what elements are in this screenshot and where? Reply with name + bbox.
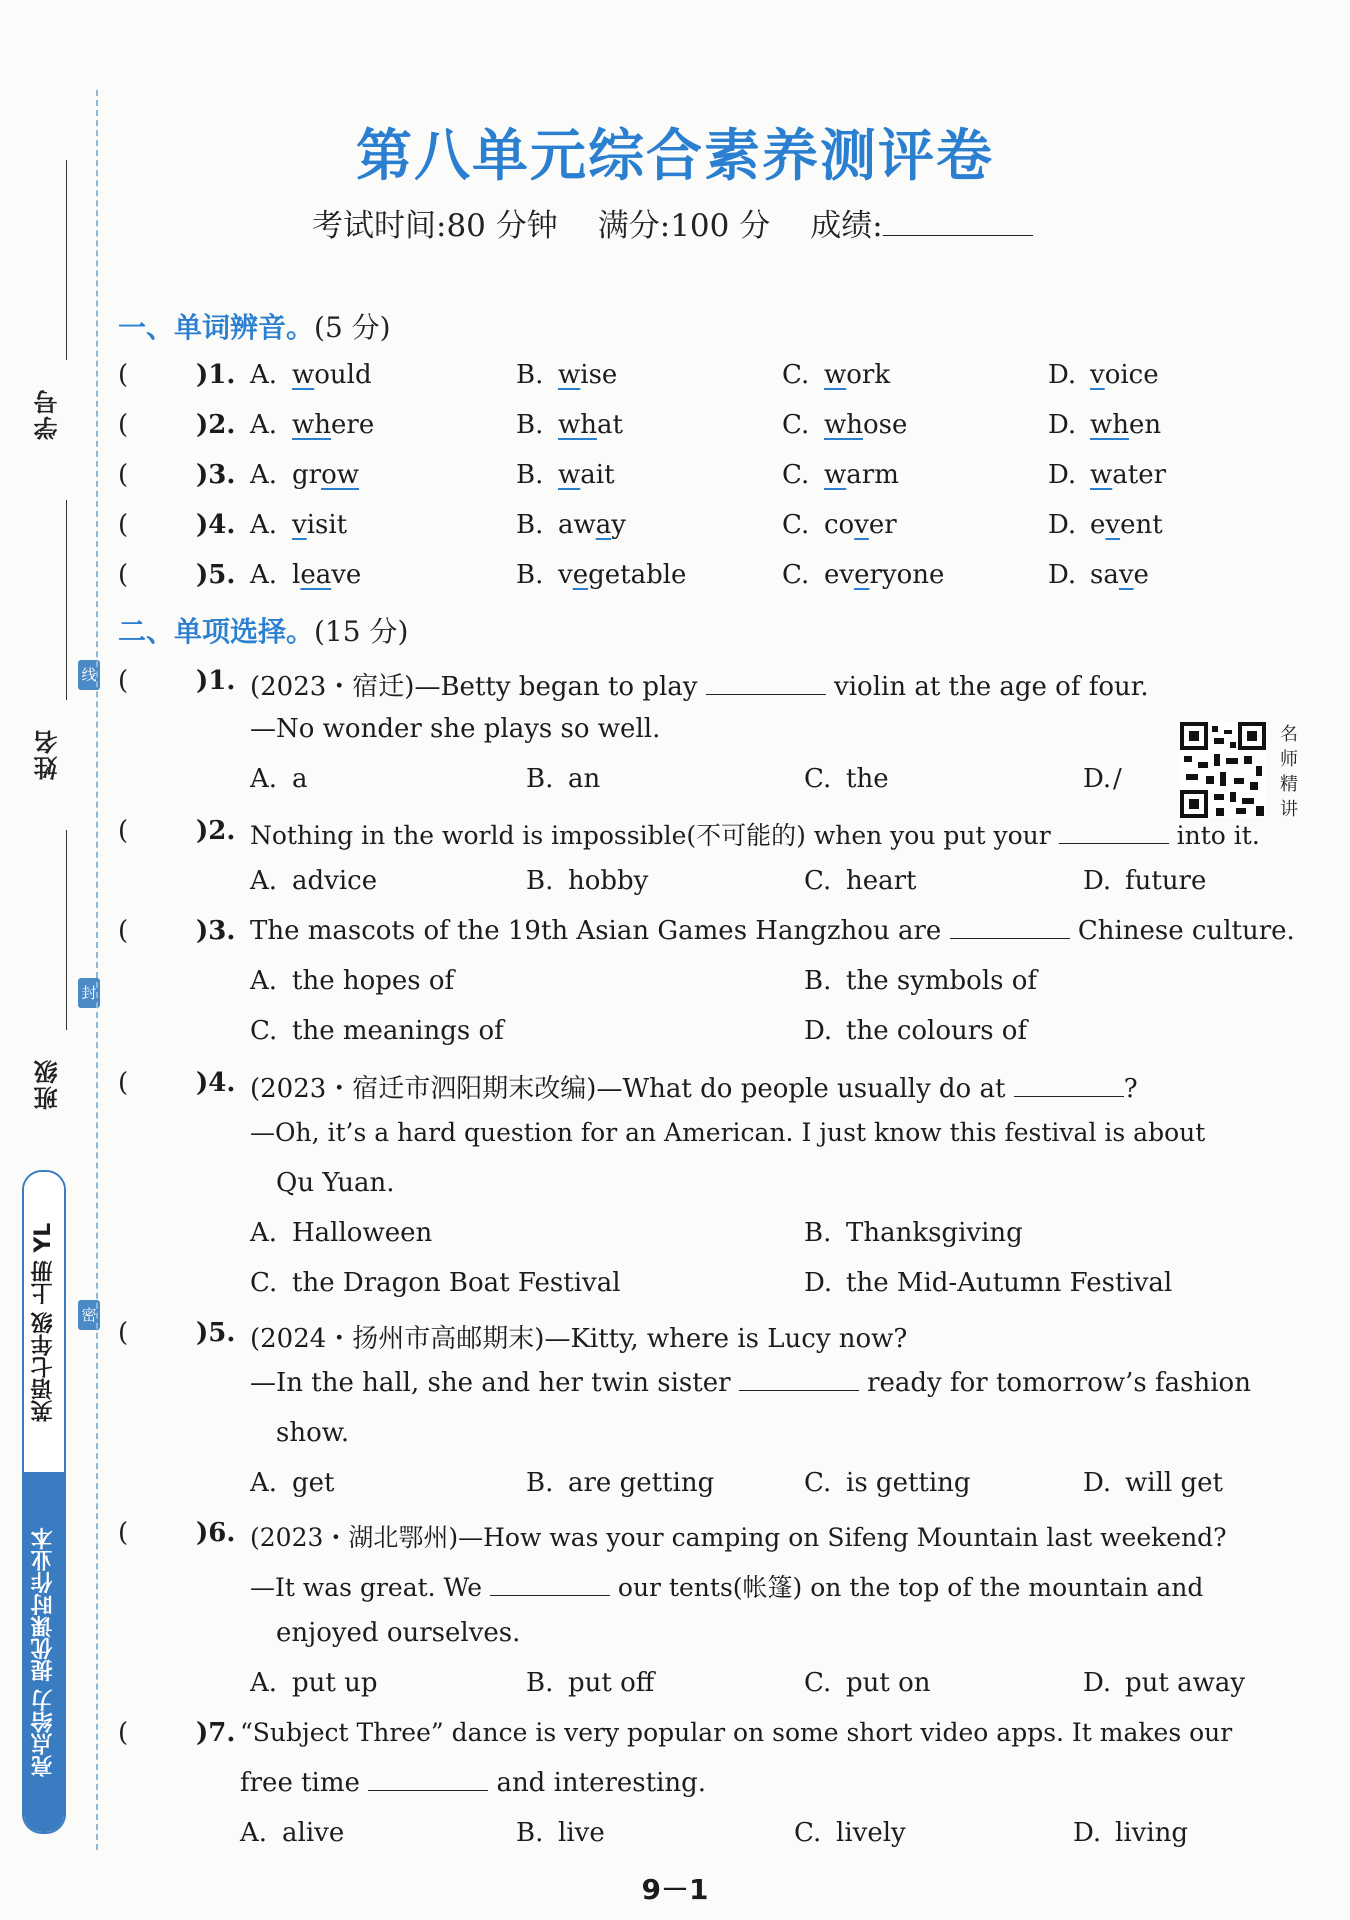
option-d[interactable] xyxy=(1048,360,1159,390)
option-letter: C. xyxy=(250,1268,278,1298)
question-line: —No wonder she plays so well. xyxy=(250,714,661,744)
qr-label: 名师精讲 xyxy=(1280,724,1298,820)
option-letter: C. xyxy=(804,764,832,794)
option-word: voice xyxy=(1090,360,1159,390)
option-letter: D. xyxy=(1083,1468,1112,1498)
underlined-letters: a xyxy=(595,510,612,540)
answer-blank[interactable] xyxy=(1059,823,1169,844)
option-d[interactable] xyxy=(1048,510,1163,540)
line-part-b: and interesting. xyxy=(496,1768,707,1798)
option-letter: D. xyxy=(1083,1668,1112,1698)
option-d[interactable] xyxy=(1073,1818,1188,1848)
question-number: )5. xyxy=(196,560,236,590)
option-word: wait xyxy=(558,460,615,490)
option-text: get xyxy=(292,1468,335,1498)
option-text: put on xyxy=(846,1668,931,1698)
option-letter: B. xyxy=(516,360,544,390)
option-c[interactable] xyxy=(250,1016,504,1046)
option-word: would xyxy=(292,360,372,390)
seal-close-mark: 密 xyxy=(78,1300,100,1330)
option-letter: C. xyxy=(804,1468,832,1498)
answer-blank[interactable] xyxy=(368,1770,488,1791)
answer-blank[interactable] xyxy=(950,918,1070,939)
option-a[interactable] xyxy=(250,966,454,996)
option-b[interactable] xyxy=(516,360,617,390)
line-part-a: —It was great. We xyxy=(250,1573,482,1602)
question-line: —Oh, it’s a hard question for an American. I just know this festival is about xyxy=(250,1118,1206,1147)
underlined-letters: e xyxy=(854,560,870,590)
option-b[interactable] xyxy=(516,510,626,540)
option-word: whose xyxy=(824,410,908,440)
option-c[interactable] xyxy=(782,410,907,440)
option-letter: D. xyxy=(1048,510,1077,540)
option-text: the Mid-Autumn Festival xyxy=(846,1268,1173,1298)
question-number: )4. xyxy=(196,510,236,540)
option-letter: C. xyxy=(794,1818,822,1848)
option-letter: A. xyxy=(250,460,278,490)
option-word: where xyxy=(292,410,375,440)
option-letter: A. xyxy=(250,360,278,390)
option-a[interactable] xyxy=(250,560,361,590)
option-b[interactable] xyxy=(516,1818,605,1848)
underlined-letters: w xyxy=(1090,460,1113,490)
option-letter: C. xyxy=(782,410,810,440)
option-letter: D. xyxy=(1048,460,1077,490)
underlined-letters: wh xyxy=(1090,410,1129,440)
class-line xyxy=(66,830,67,1030)
option-text: the Dragon Boat Festival xyxy=(292,1268,621,1298)
option-b[interactable] xyxy=(516,460,615,490)
option-letter: B. xyxy=(516,460,544,490)
option-letter: C. xyxy=(782,360,810,390)
option-text: hobby xyxy=(568,866,649,896)
option-d[interactable] xyxy=(1048,560,1149,590)
option-letter: B. xyxy=(526,1468,554,1498)
option-letter: D. xyxy=(1083,764,1112,794)
class-label: 班级 xyxy=(34,1058,62,1110)
score-field xyxy=(810,200,1032,245)
question-line: show. xyxy=(276,1418,350,1448)
answer-blank[interactable] xyxy=(739,1370,859,1391)
binding-margin xyxy=(0,0,98,1920)
option-a[interactable] xyxy=(250,1468,334,1498)
underlined-letters: w xyxy=(824,460,847,490)
option-c[interactable] xyxy=(782,360,890,390)
line-part-a: —In the hall, she and her twin sister xyxy=(250,1368,731,1398)
section-1-title xyxy=(118,306,391,346)
question-number: )2. xyxy=(196,816,236,846)
question-number: )3. xyxy=(196,460,236,490)
option-c[interactable] xyxy=(782,510,897,540)
option-letter: A. xyxy=(250,560,278,590)
option-letter: A. xyxy=(250,764,278,794)
answer-paren[interactable]: ( xyxy=(118,460,129,490)
option-letter: C. xyxy=(804,866,832,896)
option-word: event xyxy=(1090,510,1163,540)
option-letter: B. xyxy=(526,866,554,896)
answer-paren[interactable]: ( xyxy=(118,1718,129,1748)
option-d[interactable] xyxy=(804,1016,1027,1046)
option-word: visit xyxy=(292,510,348,540)
underlined-letters: e xyxy=(572,560,589,590)
full-score: 满分:100 分 xyxy=(597,208,771,244)
question-number: )4. xyxy=(196,1068,236,1098)
option-word: wise xyxy=(558,360,618,390)
option-word: grow xyxy=(292,460,359,490)
option-b[interactable] xyxy=(516,410,623,440)
underlined-letters: v xyxy=(1090,360,1105,390)
option-d[interactable] xyxy=(1083,866,1206,896)
student-no-label: 学号 xyxy=(34,388,62,440)
underlined-letters: v xyxy=(1105,510,1121,540)
answer-paren[interactable]: ( xyxy=(118,510,129,540)
stem-part-a: (2023・宿迁)—Betty began to play xyxy=(250,672,698,702)
underlined-letters: wh xyxy=(558,410,597,440)
option-text: / xyxy=(1113,764,1122,794)
answer-paren[interactable]: ( xyxy=(118,560,129,590)
answer-paren[interactable]: ( xyxy=(118,360,129,390)
option-letter: B. xyxy=(804,966,832,996)
page-number: 9－1 xyxy=(641,1873,709,1906)
option-b[interactable] xyxy=(526,1468,714,1498)
option-d[interactable] xyxy=(1083,764,1122,794)
option-text: Thanksgiving xyxy=(846,1218,1023,1248)
option-b[interactable] xyxy=(804,1218,1023,1248)
option-letter: A. xyxy=(250,1468,278,1498)
option-letter: A. xyxy=(240,1818,268,1848)
option-c[interactable] xyxy=(794,1818,906,1848)
option-text: living xyxy=(1115,1818,1189,1848)
option-text: the xyxy=(846,764,889,794)
line-part-b: our tents(帐篷) on the top of the mountain and xyxy=(617,1573,1204,1602)
option-letter: A. xyxy=(250,1668,278,1698)
option-word: everyone xyxy=(824,560,945,590)
option-text: put up xyxy=(292,1668,378,1698)
answer-blank[interactable] xyxy=(706,674,826,695)
option-letter: D. xyxy=(1048,560,1077,590)
underlined-letters: w xyxy=(558,360,581,390)
option-letter: A. xyxy=(250,510,278,540)
option-word: what xyxy=(558,410,623,440)
option-b[interactable] xyxy=(526,1668,654,1698)
question-number: )1. xyxy=(196,666,236,696)
underlined-letters: w xyxy=(292,360,315,390)
question-stem xyxy=(250,816,1260,852)
option-a[interactable] xyxy=(250,460,359,490)
underlined-letters: v xyxy=(854,510,869,540)
question-stem: (2024・扬州市高邮期末)—Kitty, where is Lucy now? xyxy=(250,1324,908,1354)
option-letter: C. xyxy=(782,560,810,590)
seal-seal-mark: 封 xyxy=(78,978,100,1008)
option-text: will get xyxy=(1125,1468,1223,1498)
option-word: warm xyxy=(824,460,899,490)
option-text: an xyxy=(568,764,601,794)
option-letter: C. xyxy=(782,510,810,540)
option-letter: A. xyxy=(250,966,278,996)
underlined-letters: v xyxy=(292,510,307,540)
seal-line-mark: 线 xyxy=(78,660,100,690)
question-line xyxy=(250,1368,1251,1398)
option-letter: C. xyxy=(250,1016,278,1046)
option-word: work xyxy=(824,360,891,390)
option-c[interactable] xyxy=(782,460,899,490)
option-text: alive xyxy=(282,1818,345,1848)
underlined-letters: w xyxy=(558,460,581,490)
option-a[interactable] xyxy=(250,866,377,896)
page-title: 第八单元综合素养测评卷 xyxy=(356,124,994,189)
option-word: when xyxy=(1090,410,1162,440)
cut-line xyxy=(96,90,98,1850)
option-letter: D. xyxy=(1073,1818,1102,1848)
question-stem xyxy=(250,1068,1138,1105)
answer-paren[interactable]: ( xyxy=(118,816,129,846)
stem-part-b: Chinese culture. xyxy=(1077,916,1295,946)
option-text: the meanings of xyxy=(292,1016,504,1046)
answer-blank[interactable] xyxy=(1014,1076,1124,1097)
question-line: enjoyed ourselves. xyxy=(276,1618,521,1648)
option-text: is getting xyxy=(846,1468,971,1498)
line-part-b: ready for tomorrow’s fashion xyxy=(867,1368,1251,1398)
option-letter: D. xyxy=(1048,410,1077,440)
option-letter: C. xyxy=(782,460,810,490)
option-letter: D. xyxy=(804,1268,833,1298)
option-letter: B. xyxy=(526,1668,554,1698)
book-grade: 英语七年级 上册 YL xyxy=(24,1172,64,1472)
option-letter: A. xyxy=(250,866,278,896)
option-letter: D. xyxy=(1048,360,1077,390)
answer-paren[interactable]: ( xyxy=(118,1518,129,1548)
name-label: 姓名 xyxy=(34,728,62,780)
name-line xyxy=(66,500,67,700)
answer-paren[interactable]: ( xyxy=(118,666,129,696)
option-word: water xyxy=(1090,460,1167,490)
option-word: leave xyxy=(292,560,362,590)
book-series: 亮点给力 提优课时作业本 xyxy=(24,1472,64,1832)
score-blank[interactable] xyxy=(883,209,1033,236)
option-b[interactable] xyxy=(804,966,1037,996)
question-number: )3. xyxy=(196,916,236,946)
option-letter: B. xyxy=(516,1818,544,1848)
stem-part-b: into it. xyxy=(1176,821,1260,850)
option-a[interactable] xyxy=(240,1818,344,1848)
option-letter: A. xyxy=(250,1218,278,1248)
option-b[interactable] xyxy=(516,560,686,590)
option-c[interactable] xyxy=(804,866,917,896)
score-label: 成绩: xyxy=(810,208,883,244)
section-2-title xyxy=(118,610,408,650)
option-text: future xyxy=(1125,866,1207,896)
question-stem: “Subject Three” dance is very popular on some short video apps. It makes our xyxy=(240,1718,1233,1747)
option-b[interactable] xyxy=(526,764,600,794)
stem-part-b: violin at the age of four. xyxy=(834,672,1149,702)
option-b[interactable] xyxy=(526,866,648,896)
underlined-letters: ow xyxy=(321,460,359,490)
option-text: the colours of xyxy=(846,1016,1028,1046)
line-part-a: free time xyxy=(240,1768,360,1798)
option-c[interactable] xyxy=(804,764,889,794)
question-line: Qu Yuan. xyxy=(276,1168,395,1198)
question-number: )2. xyxy=(196,410,236,440)
question-stem: (2023・湖北鄂州)—How was your camping on Sifeng Mountain last weekend? xyxy=(250,1523,1227,1552)
section-1-points: (5 分) xyxy=(314,311,391,344)
option-d[interactable] xyxy=(1083,1668,1245,1698)
option-text: are getting xyxy=(568,1468,715,1498)
answer-paren[interactable]: ( xyxy=(118,916,129,946)
option-a[interactable] xyxy=(250,1218,432,1248)
option-word: vegetable xyxy=(558,560,687,590)
option-word: save xyxy=(1090,560,1149,590)
option-c[interactable] xyxy=(804,1468,971,1498)
section-1-heading: 一、单词辨音。 xyxy=(118,311,315,344)
option-word: cover xyxy=(824,510,897,540)
option-text: the hopes of xyxy=(292,966,455,996)
underlined-letters: w xyxy=(824,360,847,390)
option-text: Halloween xyxy=(292,1218,433,1248)
stem-part-a: The mascots of the 19th Asian Games Hangzhou are xyxy=(250,916,942,946)
option-letter: B. xyxy=(516,510,544,540)
option-a[interactable] xyxy=(250,410,374,440)
option-letter: D. xyxy=(1083,866,1112,896)
option-text: a xyxy=(292,764,308,794)
option-text: advice xyxy=(292,866,378,896)
book-series-tag xyxy=(22,1170,66,1834)
option-letter: D. xyxy=(804,1016,833,1046)
question-stem xyxy=(250,666,1149,703)
underlined-letters: v xyxy=(1118,560,1134,590)
section-2-points: (15 分) xyxy=(314,615,409,648)
option-letter: C. xyxy=(804,1668,832,1698)
exam-meta xyxy=(312,200,1033,245)
option-text: put off xyxy=(568,1668,655,1698)
option-text: live xyxy=(558,1818,605,1848)
question-number: )5. xyxy=(196,1318,236,1348)
question-line xyxy=(250,1568,1203,1604)
option-word: away xyxy=(558,510,626,540)
option-d[interactable] xyxy=(1048,460,1166,490)
section-2-heading: 二、单项选择。 xyxy=(118,615,315,648)
option-a[interactable] xyxy=(250,764,308,794)
option-a[interactable] xyxy=(250,360,372,390)
option-d[interactable] xyxy=(1083,1468,1223,1498)
stem-part-a: Nothing in the world is impossible(不可能的) when you put your xyxy=(250,821,1051,850)
option-a[interactable] xyxy=(250,510,347,540)
option-text: the symbols of xyxy=(846,966,1038,996)
stem-part-b: ? xyxy=(1123,1074,1138,1104)
option-d[interactable] xyxy=(804,1268,1172,1298)
option-c[interactable] xyxy=(782,560,944,590)
option-letter: A. xyxy=(250,410,278,440)
option-letter: B. xyxy=(526,764,554,794)
question-line xyxy=(240,1768,706,1798)
answer-paren[interactable]: ( xyxy=(118,1318,129,1348)
option-d[interactable] xyxy=(1048,410,1161,440)
stem-part-a: (2023・宿迁市泗阳期末改编)—What do people usually do at xyxy=(250,1074,1006,1104)
answer-paren[interactable]: ( xyxy=(118,410,129,440)
option-c[interactable] xyxy=(804,1668,931,1698)
underlined-letters: ea xyxy=(300,560,332,590)
option-text: heart xyxy=(846,866,917,896)
question-stem xyxy=(250,916,1295,946)
answer-blank[interactable] xyxy=(490,1575,610,1596)
option-c[interactable] xyxy=(250,1268,621,1298)
option-letter: B. xyxy=(516,410,544,440)
option-a[interactable] xyxy=(250,1668,378,1698)
underlined-letters: wh xyxy=(824,410,863,440)
option-text: lively xyxy=(836,1818,906,1848)
qr-code-icon[interactable] xyxy=(1180,722,1266,818)
option-letter: B. xyxy=(516,560,544,590)
answer-paren[interactable]: ( xyxy=(118,1068,129,1098)
underlined-letters: wh xyxy=(292,410,331,440)
question-number: )6. xyxy=(196,1518,236,1548)
option-text: put away xyxy=(1125,1668,1246,1698)
question-number: )1. xyxy=(196,360,236,390)
option-letter: B. xyxy=(804,1218,832,1248)
exam-time: 考试时间:80 分钟 xyxy=(312,208,558,244)
question-number: )7. xyxy=(196,1718,236,1748)
